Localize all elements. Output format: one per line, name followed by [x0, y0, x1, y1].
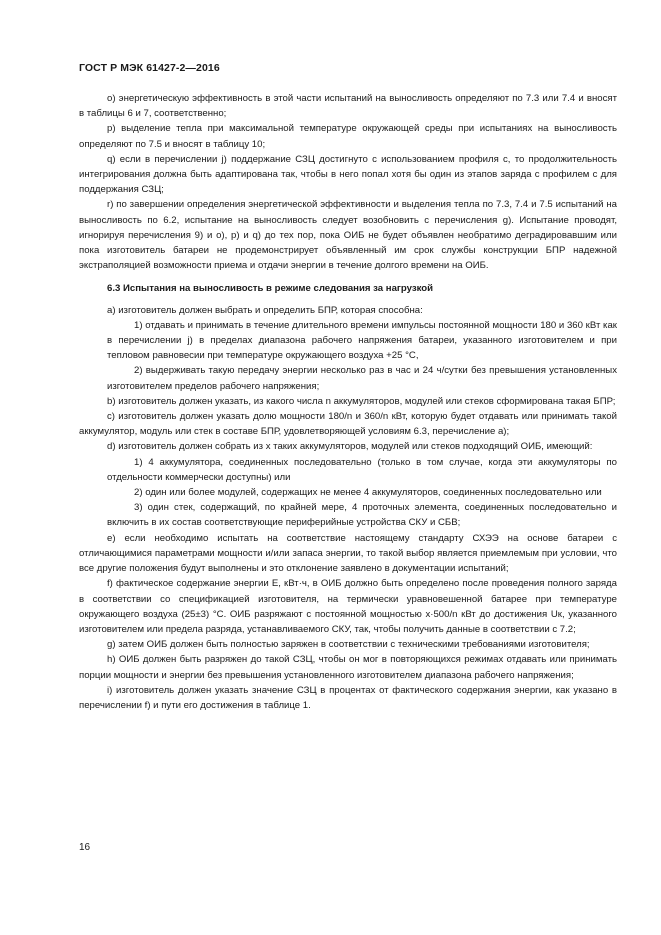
list-item: 2) выдерживать такую передачу энергии несколько раз в час и 24 ч/сутки без превышения установленных изготовителем пределов рабочего напряжения;	[107, 365, 617, 392]
list-item: h) ОИБ должен быть разряжен до такой СЗЦ, чтобы он мог в повторяющихся режимах отдавать или принимать порции мощности и энергии без превышения установленного изготовителем диапазона рабочего напряжения;	[79, 654, 617, 681]
list-item: g) затем ОИБ должен быть полностью заряжен в соответствии с техническими требованиями изготовителя;	[107, 639, 590, 651]
list-item: c) изготовитель должен указать долю мощности 180/n и 360/n кВт, которую будет отдавать или принимать такой аккумулятор, модуль или стек в составе БПР, удовлетворяющей условиям 6.3, перечисление а);	[79, 411, 617, 438]
section-items	[79, 303, 617, 713]
list-item: d) изготовитель должен собрать из x таких аккумуляторов, модулей или стеков подходящий ОИБ, имеющий:	[107, 441, 593, 453]
list-item: i) изготовитель должен указать значение СЗЦ в процентах от фактического содержания энергии, как указано в перечислении f) и пути его достижения в таблице 1.	[79, 684, 617, 711]
list-item: 3) один стек, содержащий, по крайней мере, 4 проточных элемента, соединенных последовательно и включить в их состав соответствующие периферийные устройства СКУ и СБВ;	[107, 502, 617, 529]
paragraph-r: r) по завершении определения энергетической эффективности и выделения тепла по 7.3, 7.4 и 7.5 испытаний на выносливость по 6.2, испытание на выносливость следует возобновить с перечисления g). Испытание проводят, игнорируя перечисления 9) и o), p) и q) до тех пор, пока ОИБ не будет объявлен необратимо деградировавшим или пока изготовитель батареи не продемонстрирует объявленный им срок службы конструкции БПР надежной экстраполяцией возможности приема и отдачи энергии в течение долгого времени на ОИБ.	[79, 199, 617, 272]
list-item: e) если необходимо испытать на соответствие настоящему стандарту СХЭЭ на основе батареи с отличающимися параметрами мощности и/или запаса энергии, то такой выбор является приемлемым при условии, что все другие положения будут выполнены и это отклонение заявлено в документации испытаний;	[79, 532, 617, 575]
section-heading: 6.3 Испытания на выносливость в режиме следования за нагрузкой	[107, 283, 434, 295]
document-header: ГОСТ Р МЭК 61427-2—2016	[79, 62, 220, 74]
page-number: 16	[79, 842, 91, 853]
list-item: 1) 4 аккумулятора, соединенных последовательно (только в том случае, когда эти аккумуляторы по отдельности коммерчески доступны) или	[107, 456, 617, 483]
paragraph-q: q) если в перечислении j) поддержание СЗЦ достигнуто с использованием профиля с, то продолжительность интегрирования должна быть адаптирована так, чтобы в него попал хотя бы один из этапов заряда с профилем с для поддержания СЗЦ;	[79, 153, 617, 196]
paragraph-p: p) выделение тепла при максимальной температуре окружающей среды при испытаниях на выносливость определяют по 7.5 и вносят в таблицу 10;	[79, 123, 617, 150]
paragraph-o: o) энергетическую эффективность в этой части испытаний на выносливость определяют по 7.3 или 7.4 и вносят в таблицы 6 и 7, соответственно;	[79, 93, 617, 120]
list-item: a) изготовитель должен выбрать и определить БПР, которая способна:	[107, 304, 423, 316]
list-item: f) фактическое содержание энергии E, кВт·ч, в ОИБ должно быть определено после проведения полного заряда в соответствии со спецификацией изготовителя, на термически уравновешенной батарее при температуре окружающего воздуха (25±3) °C. ОИБ разряжают с постоянной мощностью x·500/n кВт до достижения Uк, указанного изготовителем или предела разряда, устанавливаемого СКУ, так, чтобы получить данные в соответствии с 7.2;	[79, 578, 617, 635]
list-item: 1) отдавать и принимать в течение длительного времени импульсы постоянной мощности 180 и 360 кВт как в перечислении j) в пределах диапазона рабочего напряжения батареи, указанного изготовителем и при тепловом равновесии при температуре окружающего воздуха +25 °C,	[107, 319, 617, 362]
list-item: b) изготовитель должен указать, из какого числа n аккумуляторов, модулей или стеков сформирована такая БПР;	[107, 395, 616, 407]
list-item: 2) один или более модулей, содержащих не менее 4 аккумуляторов, соединенных последовательно или	[134, 487, 602, 499]
document-body	[79, 91, 617, 713]
